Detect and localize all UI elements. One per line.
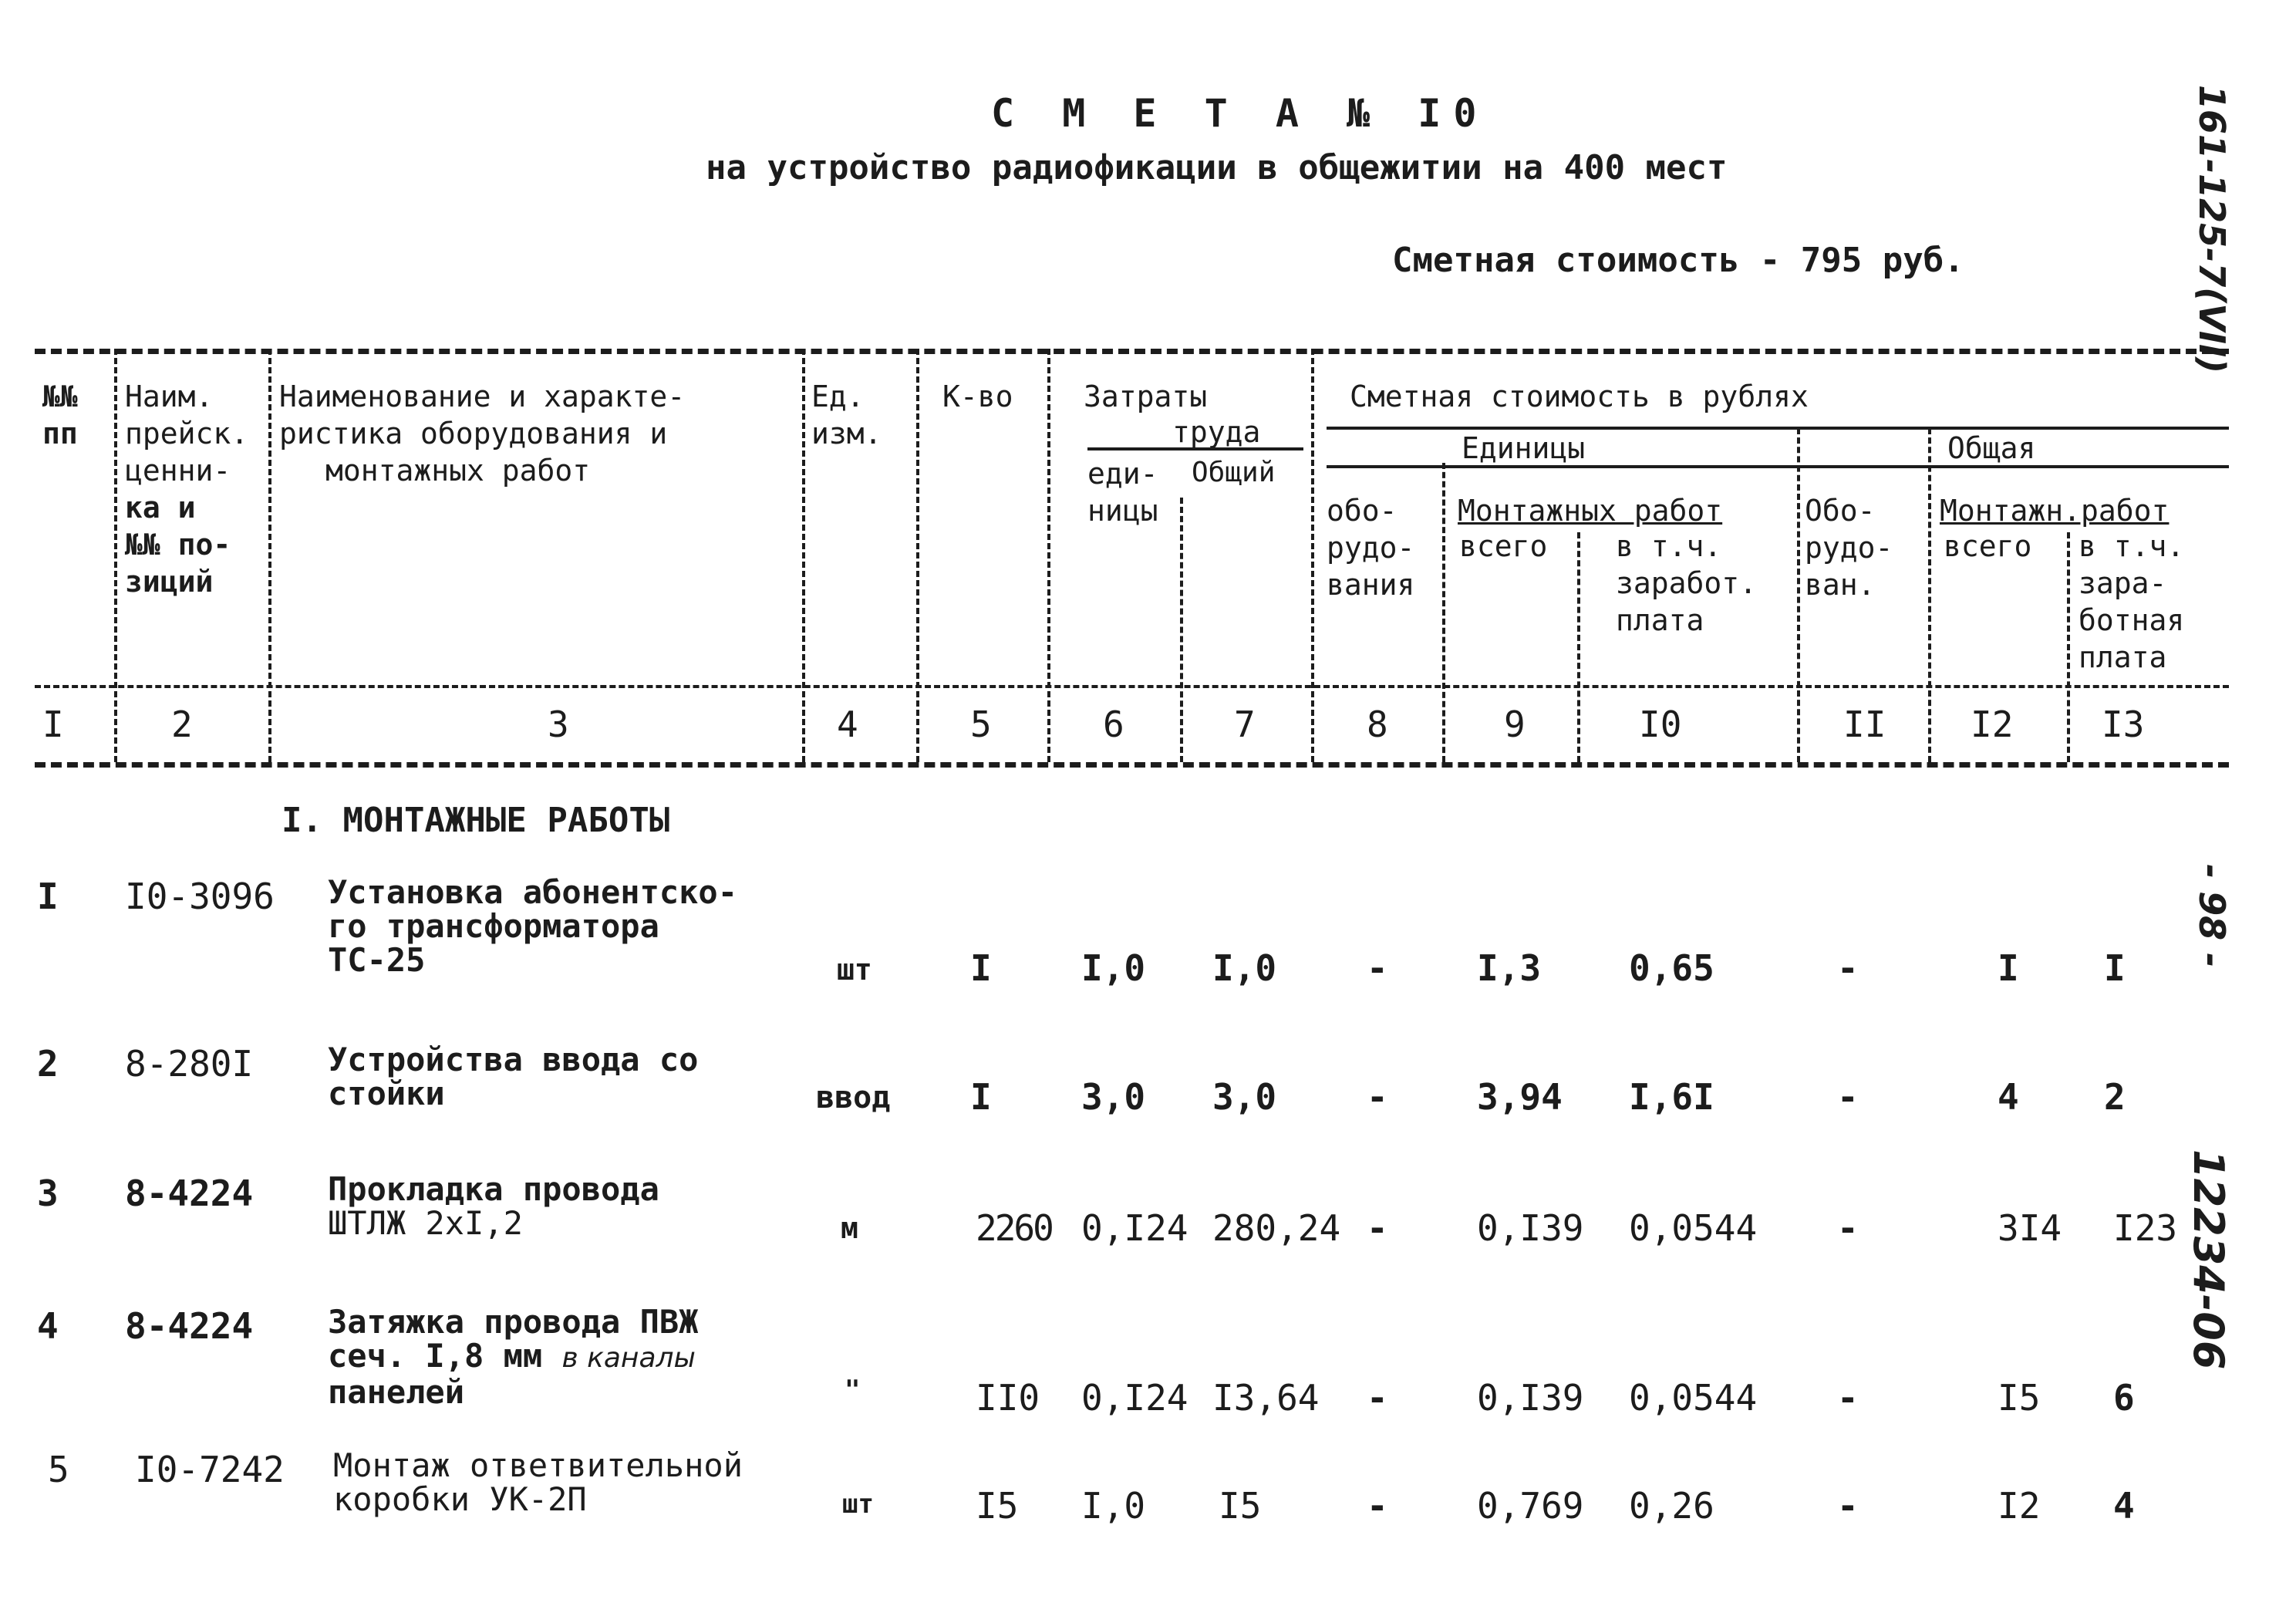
col-number: 5 bbox=[970, 704, 992, 745]
price-code: 8-280I bbox=[125, 1043, 254, 1085]
col8-header: обо- рудо- вания bbox=[1327, 494, 1415, 602]
col-number: 8 bbox=[1367, 704, 1388, 745]
wage-unit: 0,0544 bbox=[1629, 1377, 1758, 1419]
mount-unit-total: I,3 bbox=[1477, 947, 1542, 989]
labor-unit: I,0 bbox=[1081, 1485, 1146, 1527]
col12-header: всего bbox=[1944, 529, 2032, 563]
col-number: 4 bbox=[837, 704, 858, 745]
col13-header: в т.ч. зара- ботная плата bbox=[2079, 529, 2185, 674]
wage-total: I23 bbox=[2113, 1207, 2178, 1249]
col-divider bbox=[1311, 349, 1314, 762]
side-code-top: 161-125-7(VII) bbox=[2191, 85, 2233, 374]
wage-unit: 0,26 bbox=[1629, 1485, 1714, 1527]
labor-total: 280,24 bbox=[1212, 1207, 1341, 1249]
col-number: I0 bbox=[1639, 704, 1682, 745]
labor-total: 3,0 bbox=[1212, 1076, 1277, 1118]
labor-unit: 0,I24 bbox=[1081, 1207, 1188, 1249]
document-subtitle: на устройство радиофикации в общежитии на 400 мест bbox=[706, 148, 1728, 187]
mount-total: I2 bbox=[1998, 1485, 2041, 1527]
labor-header: Затраты bbox=[1084, 380, 1208, 413]
wage-total: 2 bbox=[2104, 1076, 2126, 1118]
col5-header: К-во bbox=[942, 380, 1013, 413]
col-divider bbox=[114, 349, 117, 762]
col10-header: в т.ч. заработ. плата bbox=[1616, 529, 1758, 637]
col2-header: Наим. прейск. ценни- ка и №№ по- зиций bbox=[125, 380, 249, 599]
mount-unit-total: 3,94 bbox=[1477, 1076, 1563, 1118]
col1-header: №№ пп bbox=[42, 380, 78, 450]
equipment-unit: - bbox=[1367, 1207, 1388, 1249]
wage-unit: 0,0544 bbox=[1629, 1207, 1758, 1249]
row-number: 3 bbox=[37, 1173, 59, 1214]
handwritten-note: в каналы bbox=[561, 1342, 696, 1374]
section-heading: I. МОНТАЖНЫЕ РАБОТЫ bbox=[282, 801, 670, 840]
quantity: II0 bbox=[976, 1377, 1040, 1419]
unit-group-header: Единицы bbox=[1462, 431, 1586, 465]
col4-header: Ед. изм. bbox=[811, 380, 882, 450]
item-description: Прокладка провода ШТЛЖ 2хI,2 bbox=[328, 1170, 659, 1242]
equipment-unit: - bbox=[1367, 1485, 1388, 1527]
col-number: 2 bbox=[171, 704, 193, 745]
col6-header: еди- ницы bbox=[1087, 457, 1158, 528]
labor-total: I5 bbox=[1219, 1485, 1262, 1527]
mount-total: 4 bbox=[1998, 1076, 2019, 1118]
equipment-total: - bbox=[1837, 1207, 1859, 1249]
labor-unit: I,0 bbox=[1081, 947, 1146, 989]
row-number: 2 bbox=[37, 1043, 59, 1085]
unit: шт bbox=[842, 1489, 874, 1520]
equipment-unit: - bbox=[1367, 1076, 1388, 1118]
equipment-total: - bbox=[1837, 1377, 1859, 1419]
col-divider bbox=[268, 349, 271, 762]
wage-unit: 0,65 bbox=[1629, 947, 1714, 989]
col-number: II bbox=[1843, 704, 1886, 745]
estimated-cost: Сметная стоимость - 795 руб. bbox=[1392, 241, 1964, 280]
item-description: Установка абонентско- го трансформатора ТС-25 bbox=[328, 873, 738, 979]
equipment-unit: - bbox=[1367, 1377, 1388, 1419]
unit: м bbox=[841, 1211, 858, 1245]
wage-unit: I,6I bbox=[1629, 1076, 1714, 1118]
quantity: I bbox=[970, 947, 992, 989]
unit: ввод bbox=[816, 1080, 891, 1115]
col-number: 7 bbox=[1234, 704, 1256, 745]
header-mid-rule bbox=[35, 685, 2229, 688]
col-divider bbox=[802, 349, 805, 762]
col-number: 6 bbox=[1103, 704, 1124, 745]
side-code-bottom: 12234-06 bbox=[2184, 1149, 2233, 1370]
header-bottom-rule bbox=[35, 762, 2229, 768]
row-number: 5 bbox=[48, 1449, 69, 1490]
col-divider bbox=[1442, 463, 1445, 762]
mount-unit-total: 0,I39 bbox=[1477, 1207, 1584, 1249]
labor-total: I3,64 bbox=[1212, 1377, 1320, 1419]
unit: " bbox=[845, 1375, 861, 1405]
equipment-total: - bbox=[1837, 1485, 1859, 1527]
cost-group-header: Сметная стоимость в рублях bbox=[1350, 380, 1809, 413]
quantity: I bbox=[970, 1076, 992, 1118]
col-divider bbox=[1577, 532, 1580, 762]
col-divider bbox=[1797, 428, 1800, 762]
equipment-total: - bbox=[1837, 947, 1859, 989]
row-number: 4 bbox=[37, 1305, 59, 1347]
quantity: 2260 bbox=[976, 1207, 1052, 1249]
col-divider bbox=[916, 349, 919, 762]
col-number: I bbox=[42, 704, 64, 745]
labor-header-2: труда bbox=[1172, 415, 1261, 449]
mount-total: I5 bbox=[1998, 1377, 2041, 1419]
mount-unit-total: 0,I39 bbox=[1477, 1377, 1584, 1419]
col-number: I3 bbox=[2102, 704, 2145, 745]
item-description: Устройства ввода со стойки bbox=[328, 1041, 699, 1112]
equipment-unit: - bbox=[1367, 947, 1388, 989]
wage-total: 4 bbox=[2113, 1485, 2135, 1527]
row-number: I bbox=[37, 876, 59, 917]
mount-total: I bbox=[1998, 947, 2019, 989]
item-description: Монтаж ответвительной коробки УК-2П bbox=[333, 1446, 743, 1518]
unit: шт bbox=[837, 953, 872, 987]
labor-total: I,0 bbox=[1212, 947, 1277, 989]
total-group-header: Общая bbox=[1947, 431, 2036, 465]
price-code: I0-7242 bbox=[135, 1449, 285, 1490]
header-top-rule bbox=[35, 349, 2229, 354]
price-code: 8-4224 bbox=[125, 1305, 254, 1347]
document-title: С М Е Т А № I0 bbox=[991, 91, 1489, 136]
col11-header: Обо- рудо- ван. bbox=[1805, 494, 1893, 602]
mount-total: 3I4 bbox=[1998, 1207, 2062, 1249]
equipment-total: - bbox=[1837, 1076, 1859, 1118]
col7-header: Общий bbox=[1192, 457, 1276, 488]
col-divider bbox=[2067, 532, 2070, 762]
col-number: 3 bbox=[548, 704, 569, 745]
mount-total-header: Монтажн.работ bbox=[1940, 494, 2170, 528]
labor-unit: 3,0 bbox=[1081, 1076, 1146, 1118]
col9-header: всего bbox=[1459, 529, 1548, 563]
col-number: I2 bbox=[1971, 704, 2014, 745]
wage-total: 6 bbox=[2113, 1377, 2135, 1419]
price-code: I0-3096 bbox=[125, 876, 275, 917]
side-page-number: - 98 - bbox=[2191, 864, 2233, 968]
labor-unit: 0,I24 bbox=[1081, 1377, 1188, 1419]
col-divider bbox=[1047, 349, 1050, 762]
col3-header: Наименование и характе- ристика оборудования и монтажных работ bbox=[279, 380, 686, 488]
col-number: 9 bbox=[1504, 704, 1526, 745]
wage-total: I bbox=[2104, 947, 2126, 989]
col-divider bbox=[1180, 498, 1183, 762]
quantity: I5 bbox=[976, 1485, 1019, 1527]
col-divider bbox=[1928, 428, 1931, 762]
price-code: 8-4224 bbox=[125, 1173, 254, 1214]
mount-unit-total: 0,769 bbox=[1477, 1485, 1584, 1527]
item-description: Затяжка провода ПВЖ сеч. I,8 мм в каналы панелей bbox=[328, 1303, 699, 1411]
mount-unit-header: Монтажных работ bbox=[1458, 494, 1723, 528]
